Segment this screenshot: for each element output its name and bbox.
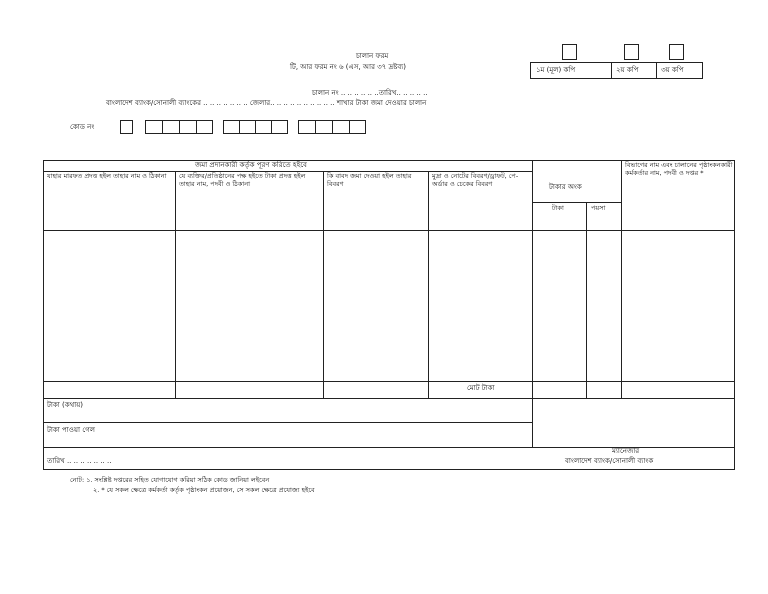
copy-third-label: ৩য় কপি	[661, 66, 684, 74]
amount-in-words-label: টাকা (কথায়)	[47, 401, 84, 409]
paisa-header: পয়সা	[591, 204, 606, 212]
instrument-cell[interactable]	[429, 231, 531, 380]
code-box[interactable]	[120, 120, 133, 134]
note-2: ২. * যে সকল ক্ষেত্রে কর্মকর্তা কর্তৃক পৃষ্ঠাংকন প্রয়োজন, সে সকল ক্ষেত্রে প্রযোজ্য হইবে	[93, 486, 315, 494]
col-instrument-header: মুদ্রা ও নোটের বিবরণ/ড্রাফট, পে-অর্ডার ও চেকের বিবরণ	[432, 172, 519, 188]
col-department-header: বিভাগের নাম এবং চালানের পৃষ্ঠাংকনকারী কর্মকর্তার নাম, পদবী ও দপ্তর *	[625, 161, 733, 177]
col-purpose-header: কি বাবদ জমা দেওয়া হইল তাহার বিবরণ	[327, 172, 412, 188]
amount-header: টাকার অংক	[549, 183, 582, 191]
copy-tick-box-3[interactable]	[669, 44, 684, 60]
bank-signature-label: বাংলাদেশ ব্যাংক/সোনালী ব্যাংক	[565, 457, 654, 465]
copy-second-label: ২য় কপি	[616, 66, 639, 74]
col-payer-header: যাহার মারফত প্রদত্ত হইল তাহার নাম ও ঠিকানা	[47, 172, 167, 180]
bank-district-line: বাংলাদেশ ব্যাংক/সোনালী ব্যাংকের .. .. .. .. .. .. .. জেলার.. .. .. .. .. .. .. .. .. .. শাখার টাকা জমা দেওয়ার চালান	[106, 99, 427, 107]
department-cell[interactable]	[622, 231, 734, 380]
total-label: মোট টাকা	[467, 384, 495, 392]
note-1: নোট: ১. সংশ্লিষ্ট দপ্তরের সহিত যোগাযোগ করিয়া সঠিক কোড জানিয়া লইবেন	[70, 476, 270, 484]
manager-label: ম্যানেজার	[612, 447, 640, 455]
paisa-cell[interactable]	[587, 231, 620, 380]
col-on-behalf-header: যে ব্যক্তির/প্রতিষ্ঠানের পক্ষ হইতে টাকা প্রদত্ত হইল তাহার নাম, পদবী ও ঠিকানা	[179, 172, 306, 188]
taka-cell[interactable]	[533, 231, 585, 380]
form-subtitle: টি, আর ফরম নং ৬ (এস, আর ৩৭ দ্রষ্টব্য)	[290, 63, 406, 71]
depositor-header: জমা প্রদানকারী কর্তৃক পূরণ করিতে হইবে	[195, 161, 307, 169]
date-label: তারিখ .. .. .. .. .. .. ..	[47, 457, 112, 465]
payer-cell[interactable]	[44, 231, 174, 380]
taka-header: টাকা	[552, 204, 564, 212]
received-label: টাকা পাওয়া গেল	[47, 426, 95, 434]
code-label: কোড নং	[70, 123, 95, 131]
challan-number-line: চালান নং .. .. .. .. .. ..তারিখ.. .. .. .. ..	[312, 89, 428, 97]
copy-tick-box-2[interactable]	[624, 44, 639, 60]
copy-tick-box-1[interactable]	[562, 44, 577, 60]
form-title: চালান ফরম	[356, 52, 389, 60]
on-behalf-cell[interactable]	[176, 231, 322, 380]
purpose-cell[interactable]	[324, 231, 427, 380]
copy-first-label: ১ম (মূল) কপি	[536, 66, 576, 74]
